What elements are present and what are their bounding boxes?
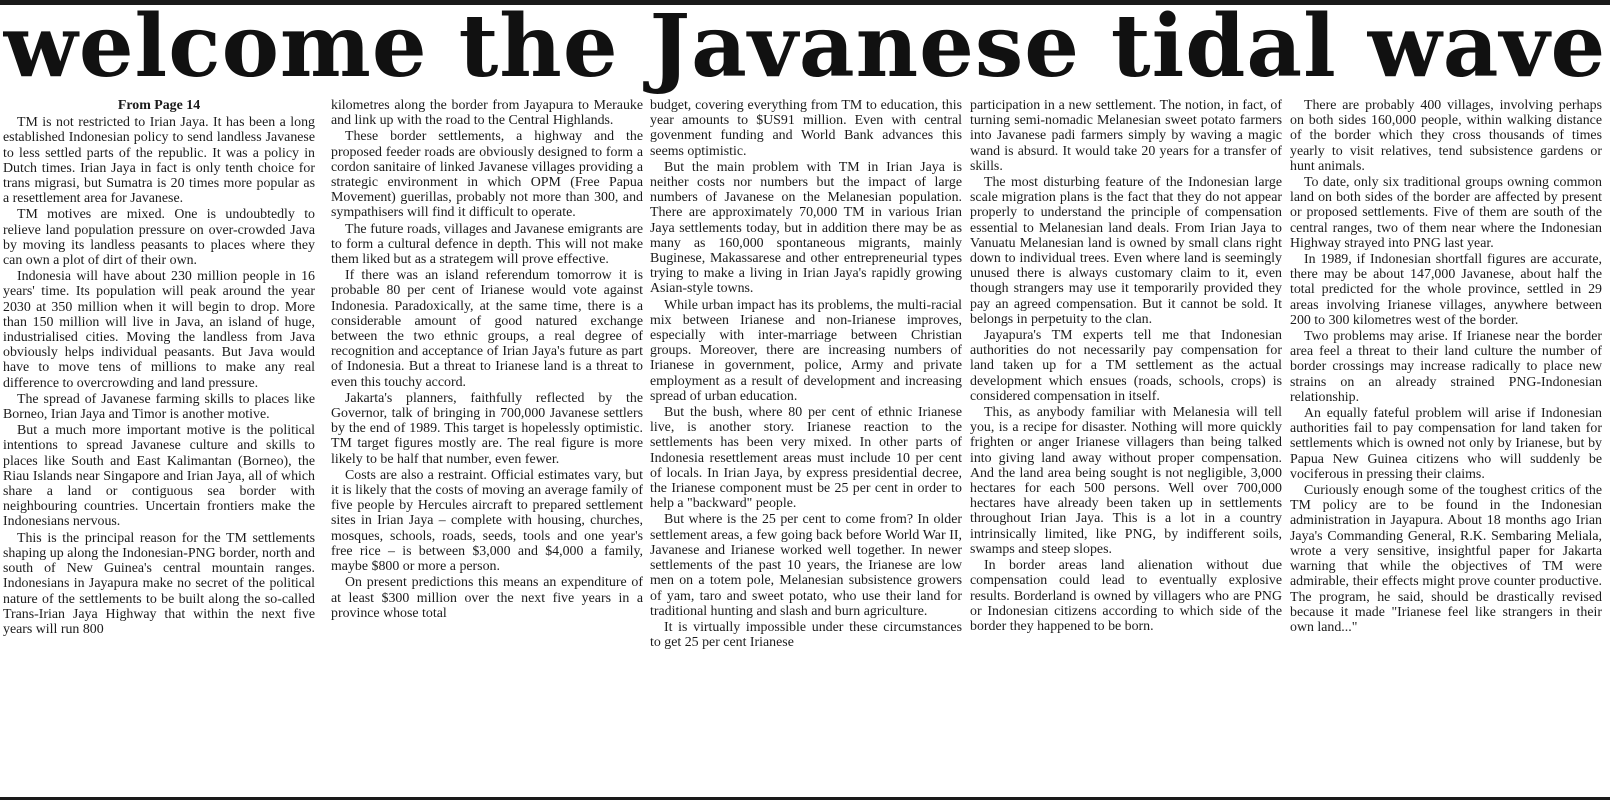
paragraph: On present predictions this means an expenditure of at least $300 million over the next five years in a province whose total <box>331 575 643 621</box>
paragraph: But the main problem with TM in Irian Jaya is neither costs nor numbers but the impact of large numbers of Javanese on the Melanesian population. There are approximately 70,000 TM in various Irian Jaya settlements today, but in addition there may be as many as 160,000 spontaneous migrants, mainly Buginese, Makassarese and other entrepreneurial types trying to make a living in Irian Jaya's rapidly growing Asian-style towns. <box>650 159 962 297</box>
paragraph: The spread of Javanese farming skills to places like Borneo, Irian Jaya and Timor is another motive. <box>3 391 315 423</box>
paragraph: Costs are also a restraint. Official estimates vary, but it is likely that the costs of moving an average family of five people by Hercules aircraft to prepared settlement sites in Irian Jaya – complete with housing, churches, mosques, schools, roads, seeds, tools and one year's free rice – is between $3,000 and $4,000 a family, maybe $800 or more a person. <box>331 467 643 575</box>
paragraph: TM is not restricted to Irian Jaya. It has been a long established Indonesian policy to send landless Javanese to less settled parts of the republic. It was a policy in Dutch times. Irian Jaya in fact is only tenth choice for trans migrasi, but Sumatra is 20 times more popular as a resettlement area for Javanese. <box>3 115 315 207</box>
paragraph: budget, covering everything from TM to education, this year amounts to $US91 million. Even with central govenment funding and World Bank advances this seems optimistic. <box>650 98 962 159</box>
paragraph: participation in a new settlement. The notion, in fact, of turning semi-nomadic Melanesian sweet potato farmers into Javanese padi farmers simply by waving a magic wand is absurd. It would take 20 years for a transfer of skills. <box>970 98 1282 174</box>
column-1 <box>3 98 315 796</box>
paragraph: These border settlements, a highway and the proposed feeder roads are obviously designed to form a cordon sanitaire of linked Javanese villages providing a strategic environment in which OPM (Free Papua Movement) guerillas, probably not more than 300, and sympathisers will find it difficult to operate. <box>331 129 643 221</box>
paragraph: Jayapura's TM experts tell me that Indonesian authorities do not necessarily pay compensation for land taken up for a TM settlement as the actual development which ensues (roads, schools, crops) is considered compensation in itself. <box>970 328 1282 404</box>
paragraph: There are probably 400 villages, involving perhaps on both sides 160,000 people, within walking distance of the border which they cross thousands of times yearly to visit relatives, tend subsistence gardens or hunt animals. <box>1290 98 1602 174</box>
article-columns <box>0 98 1610 796</box>
paragraph: If there was an island referendum tomorrow it is probable 80 per cent of Irianese would vote against Indonesia. Paradoxically, at the same time, there is a considerable amount of good natured exchange between the two ethnic groups, a real degree of recognition and acceptance of Irian Jaya's future as part of Indonesia. But a threat to Irianese land is a threat to even this touchy accord. <box>331 268 643 390</box>
paragraph: This, as anybody familiar with Melanesia will tell you, is a recipe for disaster. Nothing will more quickly frighten or anger Irianese villagers than being talked into giving land away without proper compensation. And the land area being sought is not negligible, 3,000 hectares for each 500 persons. Well over 700,000 hectares have already been taken up in settlements throughout Irian Jaya. This is a lot in a country intrinsically limited, like PNG, by indifferent soils, swamps and steep slopes. <box>970 405 1282 557</box>
paragraph: But where is the 25 per cent to come from? In older settlement areas, a few going back before World War II, Javanese and Irianese worked well together. In newer settlements of the past 10 years, the Irianese are low men on a totem pole, Melanesian subsistence growers of yam, taro and sweet potato, who use their land for traditional hunting and slash and burn agriculture. <box>650 512 962 619</box>
paragraph: While urban impact has its problems, the multi-racial mix between Irianese and non-Irianese improves, especially with inter-marriage between Christian groups. Moreover, there are increasing numbers of Irianese in government, police, Army and private employment as a result of development and increasing spread of urban education. <box>650 297 962 404</box>
paragraph: But a much more important motive is the political intentions to spread Javanese culture and skills to places like South and East Kalimantan (Borneo), the Riau Islands near Singapore and Irian Jaya, all of which share a land or contiguous sea border with neighbouring countries. Uncertain frontiers make the Indonesians nervous. <box>3 423 315 530</box>
column-5 <box>1290 98 1602 796</box>
paragraph: Curiously enough some of the toughest critics of the TM policy are to be found in the Indonesian administration in Jayapura. About 18 months ago Irian Jaya's Commanding General, R.K. Sembaring Meliala, wrote a very sensitive, insightful paper for Jakarta warning that while the objectives of TM were admirable, their effects might prove counter productive. The program, he said, should be drastically revised because it made "Irianese feel like strangers in their own land..." <box>1290 483 1602 635</box>
paragraph: In 1989, if Indonesian shortfall figures are accurate, there may be about 147,000 Javanese, about half the total predicted for the whole province, settled in 29 areas involving Irianese villages, anywhere between 200 to 300 kilometres west of the border. <box>1290 252 1602 328</box>
paragraph: But the bush, where 80 per cent of ethnic Irianese live, is another story. Irianese reaction to the settlements has been very mixed. In other parts of Indonesia resettlement areas must include 10 per cent of locals. In Irian Jaya, by express presidential decree, the Irianese component must be 25 per cent in order to help a "backward" people. <box>650 405 962 512</box>
paragraph: kilometres along the border from Jayapura to Merauke and link up with the road to the Central Highlands. <box>331 98 643 129</box>
paragraph: Two problems may arise. If Irianese near the border area feel a threat to their land culture the number of border crossings may increase radically to place new strains on an already strained PNG-Indonesian relationship. <box>1290 329 1602 405</box>
column-2 <box>331 98 643 796</box>
paragraph: The future roads, villages and Javanese emigrants are to form a cultural defence in depth. This will not make them liked but as a strategem will prove effective. <box>331 221 643 268</box>
paragraph: TM motives are mixed. One is undoubtedly to relieve land population pressure on over-crowded Java by moving its landless peasants to places where they can own a plot of dirt of their own. <box>3 207 315 269</box>
continuation-label: From Page 14 <box>117 98 201 113</box>
paragraph: The most disturbing feature of the Indonesian large scale migration plans is the fact that they do not appear properly to understand the principle of compensation essential to Melanesian land deals. From Irian Jaya to Vanuatu Melanesian land is owned by small clans right down to individual trees. Even where land is seemingly unused there is always customary claim to it, even though strangers may use it temporarily provided they pay an agreed compensation. But it cannot be sold. It belongs in perpetuity to the clan. <box>970 175 1282 327</box>
paragraph: To date, only six traditional groups owning common land on both sides of the border are affected by present or proposed settlements. Five of them are south of the central ranges, two of them near where the Indonesian Highway strayed into PNG last year. <box>1290 175 1602 251</box>
paragraph: It is virtually impossible under these circumstances to get 25 per cent Irianese <box>650 619 962 651</box>
paragraph: An equally fateful problem will arise if Indonesian authorities fail to pay compensation for land taken for settlements which is owned not only by Irianese, but by Papua New Guinea citizens who will suddenly be vociferous in pressing their claims. <box>1290 406 1602 482</box>
column-4 <box>970 98 1282 796</box>
paragraph: In border areas land alienation without due compensation could lead to eventually explosive results. Borderland is owned by villagers who are PNG or Indonesian citizens according to which side of the border they happened to be born. <box>970 558 1282 634</box>
paragraph: Jakarta's planners, faithfully reflected by the Governor, talk of bringing in 700,000 Javanese settlers by the end of 1989. This target is hopelessly optimistic. TM target figures mostly are. The real figure is more likely to be half that number, even fewer. <box>331 390 643 467</box>
headline: welcome the Javanese tidal wave <box>3 0 1607 97</box>
column-3 <box>650 98 962 796</box>
paragraph: This is the principal reason for the TM settlements shaping up along the Indonesian-PNG border, north and south of New Guinea's central mountain ranges. Indonesians in Jayapura make no secret of the political nature of the settlements to be built along the so-called Trans-Irian Jaya Highway that within the next five years will run 800 <box>3 530 315 637</box>
paragraph: Indonesia will have about 230 million people in 16 years' time. Its population will peak around the year 2030 at 350 million when it will begin to drop. More than 150 million will live in Java, an island of huge, industrialised cities. Moving the landless from Java obviously helps individual peasants. But Java would have to move tens of millions to make any real difference to overcrowding and land pressure. <box>3 269 315 391</box>
